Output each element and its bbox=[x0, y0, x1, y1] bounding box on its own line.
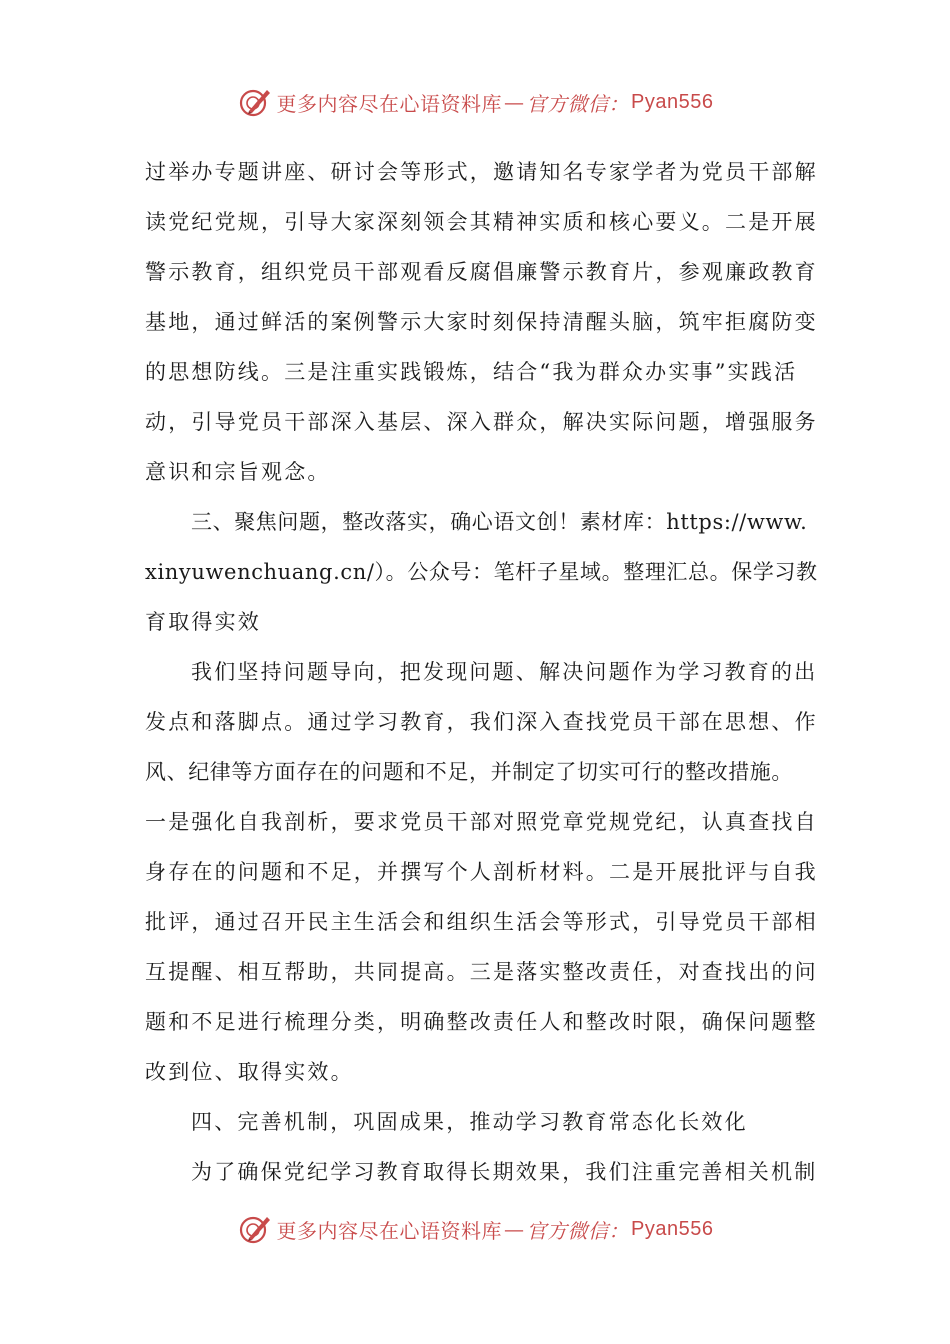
body-line: 基地，通过鲜活的案例警示大家时刻保持清醒头脑，筑牢拒腐防变 bbox=[145, 310, 818, 334]
body-line: 发点和落脚点。通过学习教育，我们深入查找党员干部在思想、作 bbox=[145, 710, 818, 734]
footer-banner bbox=[0, 1209, 950, 1249]
body-line: 动，引导党员干部深入基层、深入群众，解决实际问题，增强服务 bbox=[145, 410, 818, 434]
header-wechat-id: Pyan556 bbox=[631, 90, 714, 113]
body-line: 互提醒、相互帮助，共同提高。三是落实整改责任，对查找出的问 bbox=[145, 960, 818, 984]
body-line: 警示教育，组织党员干部观看反腐倡廉警示教育片，参观廉政教育 bbox=[145, 260, 818, 284]
footer-separator: — bbox=[504, 1217, 525, 1241]
body-line: 意识和宗旨观念。 bbox=[145, 460, 331, 484]
header-banner bbox=[0, 82, 950, 122]
paragraph-start: 我们坚持问题导向，把发现问题、解决问题作为学习教育的出 bbox=[191, 660, 818, 684]
pen-circle-logo-icon bbox=[237, 1211, 273, 1247]
body-line: 批评，通过召开民主生活会和组织生活会等形式，引导党员干部相 bbox=[145, 910, 818, 934]
body-line: 题和不足进行梳理分类，明确整改责任人和整改时限，确保问题整 bbox=[145, 1010, 818, 1034]
header-separator: — bbox=[504, 90, 525, 114]
body-line: 一是强化自我剖析，要求党员干部对照党章党规党纪，认真查找自 bbox=[145, 810, 818, 834]
body-line: 读党纪党规，引导大家深刻领会其精神实质和核心要义。二是开展 bbox=[145, 210, 818, 234]
section-heading-3: 三、聚焦问题，整改落实，确心语文创！素材库：https://www. bbox=[191, 510, 808, 534]
paragraph-start: 为了确保党纪学习教育取得长期效果，我们注重完善相关机制 bbox=[191, 1160, 818, 1184]
footer-brand-text: 更多内容尽在心语资料库 bbox=[276, 1218, 503, 1243]
header-brand-text: 更多内容尽在心语资料库 bbox=[276, 91, 503, 116]
header-wechat-label: 官方微信： bbox=[526, 91, 630, 116]
body-line: 过举办专题讲座、研讨会等形式，邀请知名专家学者为党员干部解 bbox=[145, 160, 818, 184]
pen-circle-logo-icon bbox=[237, 84, 273, 120]
footer-wechat-label: 官方微信： bbox=[526, 1218, 630, 1243]
section-heading-4: 四、完善机制，巩固成果，推动学习教育常态化长效化 bbox=[191, 1110, 748, 1134]
document-body bbox=[145, 147, 818, 1197]
body-line: 身存在的问题和不足，并撰写个人剖析材料。二是开展批评与自我 bbox=[145, 860, 818, 884]
footer-wechat-id: Pyan556 bbox=[631, 1217, 714, 1240]
body-line: 的思想防线。三是注重实践锻炼，结合“我为群众办实事”实践活 bbox=[145, 360, 798, 384]
body-line: 风、纪律等方面存在的问题和不足，并制定了切实可行的整改措施。 bbox=[145, 760, 793, 784]
body-line: 育取得实效 bbox=[145, 610, 261, 634]
body-line: 改到位、取得实效。 bbox=[145, 1060, 354, 1084]
body-line-url: xinyuwenchuang.cn/）。公众号：笔杆子星域。整理汇总。保学习教 bbox=[145, 560, 818, 584]
